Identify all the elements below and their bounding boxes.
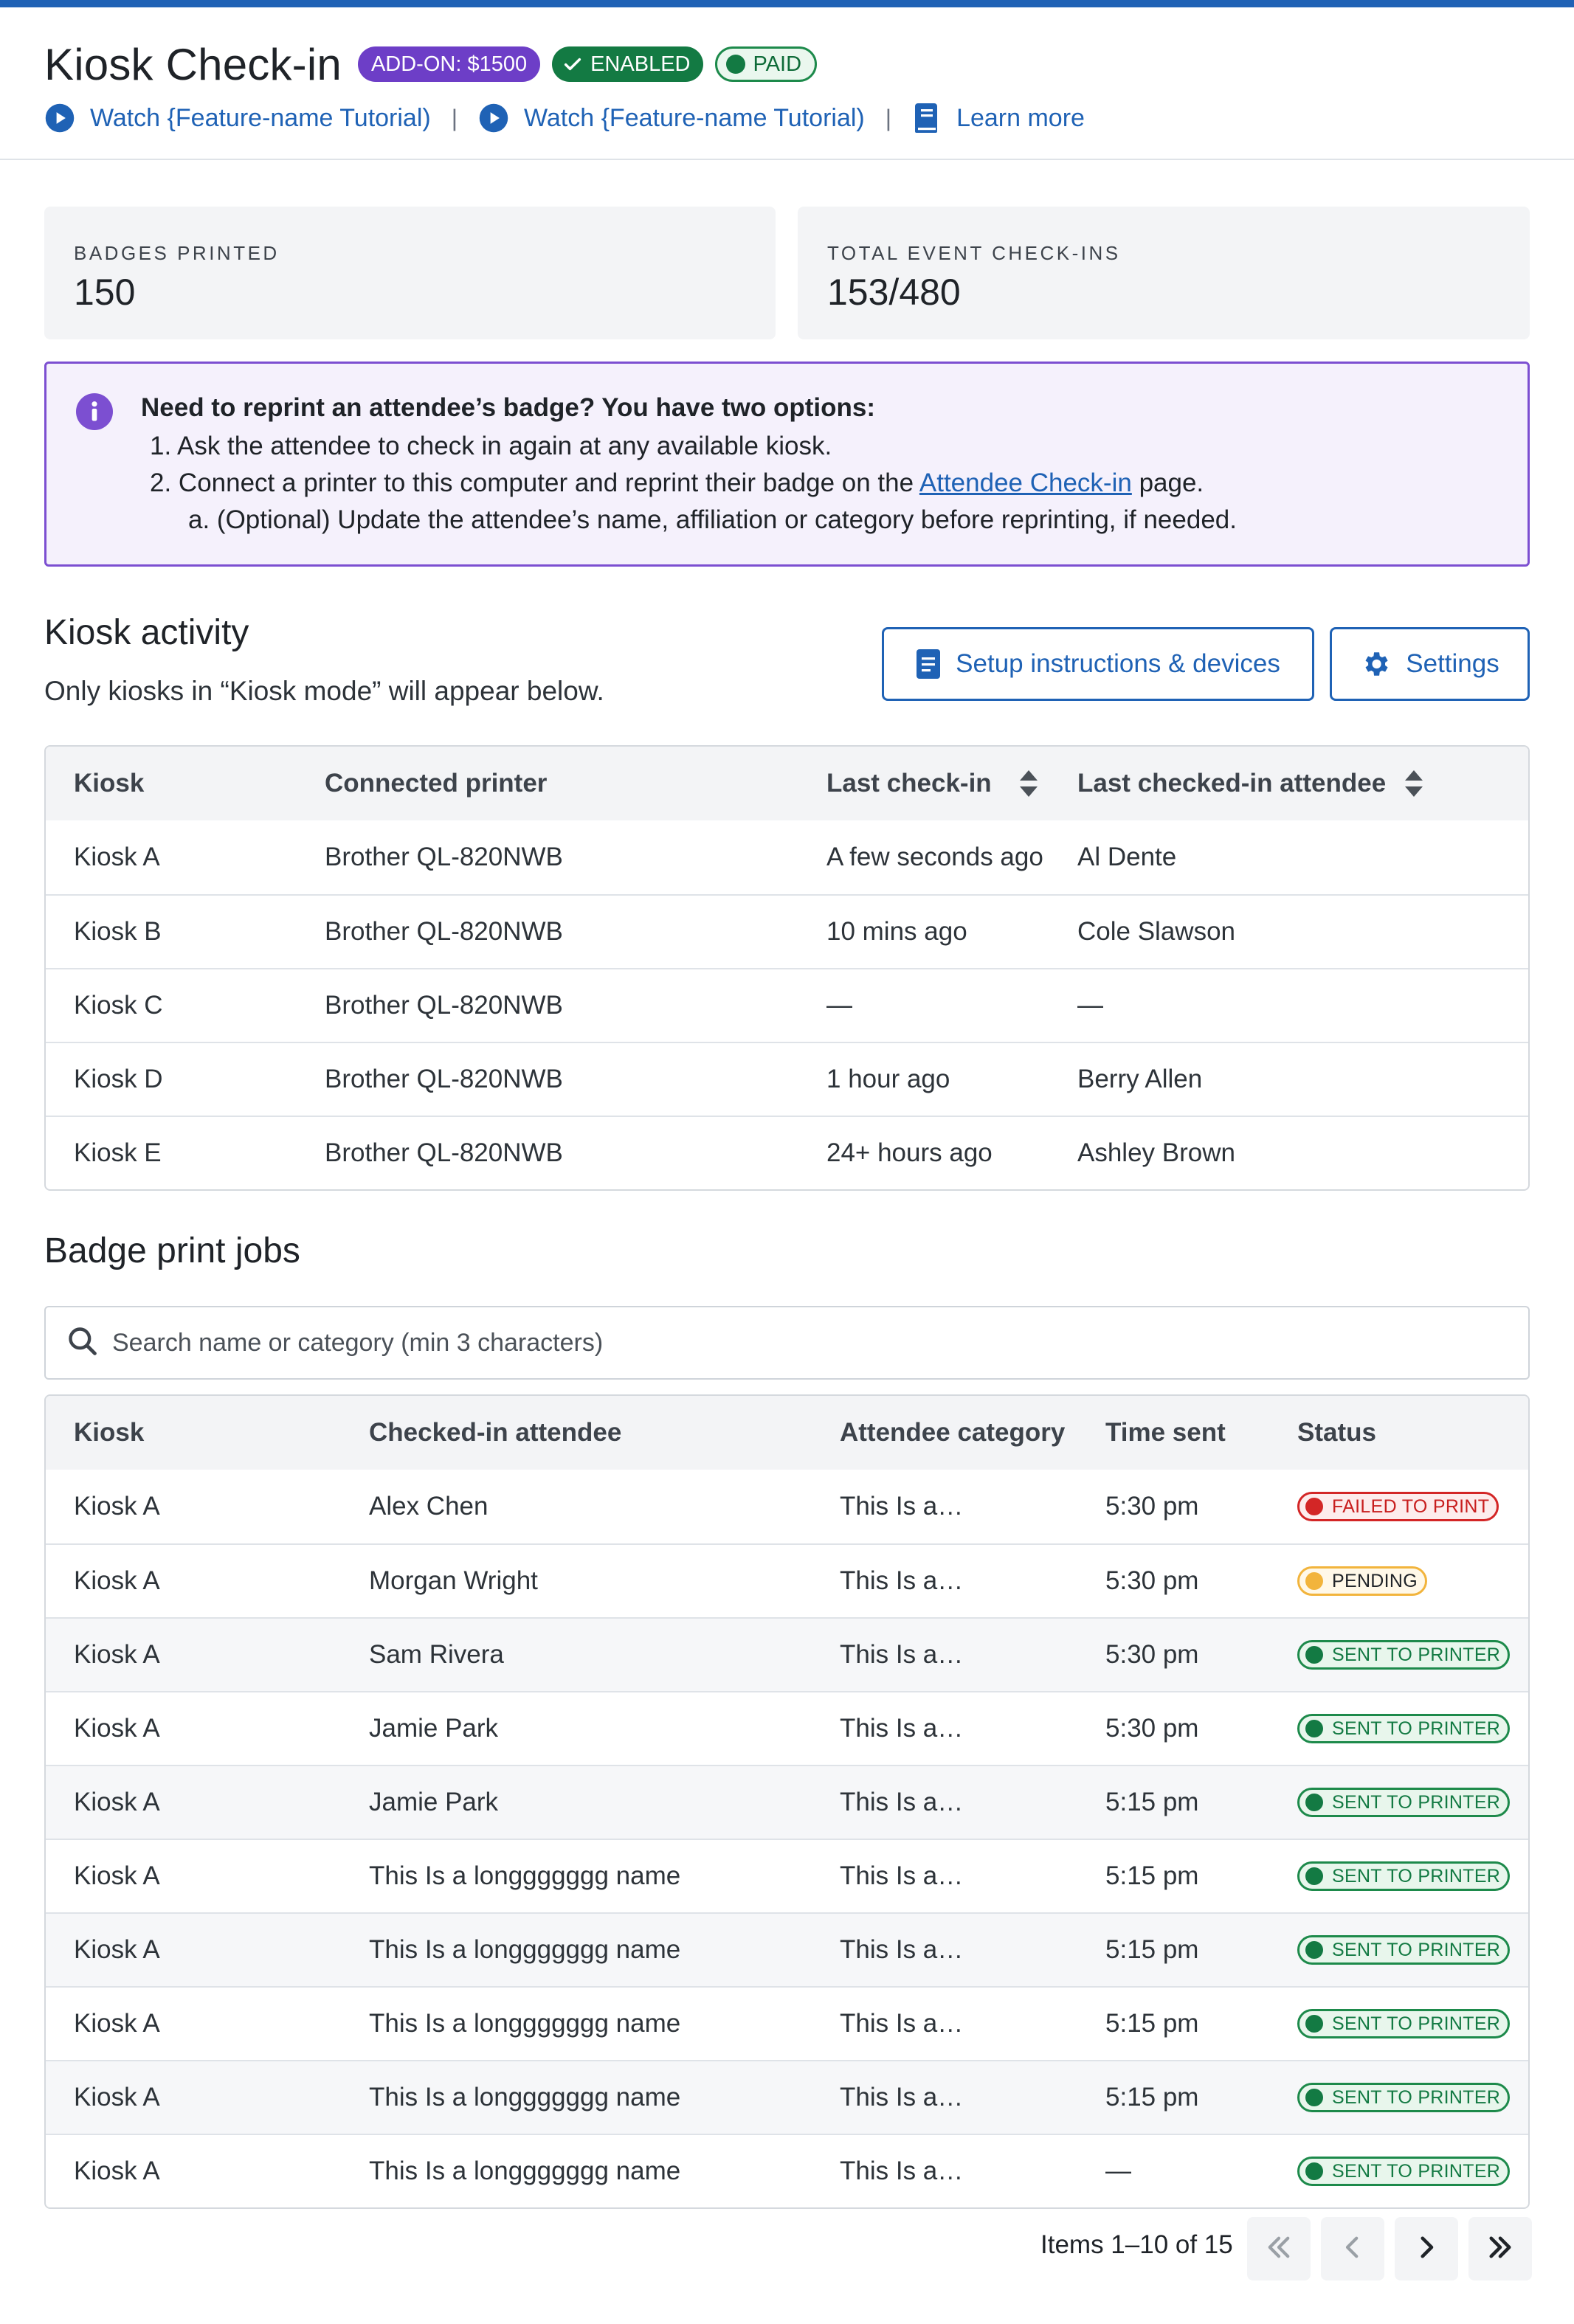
table-row — [46, 2060, 1528, 2134]
watch-tutorial-link-1[interactable] — [44, 103, 431, 134]
page-header — [44, 38, 817, 90]
printer-cell: Brother QL-820NWB — [325, 1065, 563, 1093]
kiosk-cell: Kiosk A — [74, 1566, 160, 1595]
attendee-cell: Cole Slawson — [1077, 917, 1235, 946]
link-separator: | — [885, 104, 892, 131]
table-row — [46, 1470, 1528, 1543]
settings-button-label: Settings — [1406, 649, 1499, 678]
table-row — [46, 820, 1528, 894]
last-checkin-cell: 24+ hours ago — [826, 1138, 993, 1167]
category-cell: This Is a… — [840, 2009, 964, 2038]
table-row — [46, 1042, 1528, 1116]
category-cell: This Is a… — [840, 1566, 964, 1595]
enabled-badge — [552, 46, 703, 82]
kiosk-cell: Kiosk E — [74, 1138, 162, 1167]
status-badge — [1297, 2083, 1510, 2112]
header-divider — [0, 159, 1574, 160]
category-cell: This Is a… — [840, 1714, 964, 1743]
status-label: SENT TO PRINTER — [1332, 2086, 1501, 2108]
status-cell — [1297, 1545, 1427, 1617]
column-header-kiosk: Kiosk — [74, 1418, 145, 1447]
column-header-last-checkin[interactable] — [826, 747, 1039, 820]
time-sent-cell: 5:30 pm — [1105, 1640, 1199, 1669]
search-input[interactable] — [112, 1329, 1440, 1358]
kiosk-cell: Kiosk B — [74, 917, 162, 946]
check-icon — [562, 54, 583, 75]
status-dot-icon — [1305, 2162, 1323, 2180]
time-sent-cell: 5:30 pm — [1105, 1714, 1199, 1743]
status-label: FAILED TO PRINT — [1332, 1495, 1490, 1517]
status-cell — [1297, 1470, 1499, 1543]
stat-value: 153/480 — [827, 272, 961, 313]
badges-printed-card — [44, 207, 776, 339]
paid-badge — [715, 46, 817, 82]
column-header-category: Attendee category — [840, 1418, 1066, 1447]
time-sent-cell: 5:15 pm — [1105, 1788, 1199, 1816]
status-badge — [1297, 1788, 1510, 1817]
kiosk-activity-subtitle: Only kiosks in “Kiosk mode” will appear below. — [44, 676, 604, 706]
status-badge — [1297, 2009, 1510, 2038]
table-row — [46, 1839, 1528, 1912]
status-cell — [1297, 2061, 1510, 2134]
first-page-button[interactable] — [1247, 2217, 1311, 2280]
kiosk-activity-heading: Kiosk activity — [44, 613, 249, 652]
status-badge — [1297, 1492, 1499, 1521]
category-cell: This Is a… — [840, 2083, 964, 2112]
page-title: Kiosk Check-in — [44, 39, 342, 89]
attendee-cell: This Is a longgggggg name — [369, 2083, 681, 2112]
learn-more-link[interactable] — [912, 102, 1085, 134]
print-jobs-table — [44, 1394, 1530, 2209]
status-cell — [1297, 1988, 1510, 2060]
table-row — [46, 1617, 1528, 1691]
column-header-kiosk: Kiosk — [74, 769, 145, 798]
kiosk-cell: Kiosk A — [74, 1714, 160, 1743]
kiosk-cell: Kiosk A — [74, 1492, 160, 1521]
status-cell — [1297, 2135, 1510, 2207]
category-cell: This Is a… — [840, 1861, 964, 1890]
document-icon — [916, 649, 941, 679]
table-row — [46, 1116, 1528, 1189]
kiosk-cell: Kiosk A — [74, 1640, 160, 1669]
total-checkins-card — [798, 207, 1530, 339]
column-header-time-sent: Time sent — [1105, 1418, 1226, 1447]
double-chevron-left-icon — [1263, 2232, 1294, 2266]
link-separator: | — [451, 104, 458, 131]
status-label: SENT TO PRINTER — [1332, 2013, 1501, 2034]
kiosk-activity-table — [44, 745, 1530, 1191]
status-label: SENT TO PRINTER — [1332, 1644, 1501, 1665]
info-option-2-suffix: page. — [1139, 468, 1204, 497]
status-cell — [1297, 1766, 1510, 1839]
header-links — [44, 100, 1085, 136]
table-row — [46, 1986, 1528, 2060]
column-header-attendee: Checked-in attendee — [369, 1418, 622, 1447]
printer-cell: Brother QL-820NWB — [325, 917, 563, 946]
next-page-button[interactable] — [1395, 2217, 1458, 2280]
column-header-printer: Connected printer — [325, 769, 548, 798]
last-attendee-label: Last checked-in attendee — [1077, 769, 1387, 798]
status-badge — [1297, 2157, 1510, 2186]
attendee-cell: Morgan Wright — [369, 1566, 538, 1595]
table-header-row — [46, 1396, 1528, 1470]
status-cell — [1297, 1619, 1510, 1691]
learn-more-label: Learn more — [956, 103, 1085, 132]
table-row — [46, 968, 1528, 1042]
book-icon — [912, 102, 942, 134]
play-circle-icon — [478, 103, 509, 134]
last-page-button[interactable] — [1468, 2217, 1532, 2280]
status-dot-icon — [1305, 1572, 1323, 1590]
category-cell: This Is a… — [840, 1935, 964, 1964]
attendee-cell: Jamie Park — [369, 1714, 499, 1743]
attendee-cell: Alex Chen — [369, 1492, 489, 1521]
sort-icon[interactable] — [1018, 769, 1039, 798]
time-sent-cell: 5:15 pm — [1105, 2083, 1199, 2112]
paid-dot-icon — [726, 55, 745, 74]
kiosk-cell: Kiosk A — [74, 2157, 160, 2185]
printer-cell: Brother QL-820NWB — [325, 1138, 563, 1167]
attendee-cell: Jamie Park — [369, 1788, 499, 1816]
status-badge — [1297, 1640, 1510, 1670]
top-accent-bar — [0, 0, 1574, 7]
settings-button[interactable] — [1330, 627, 1530, 701]
print-jobs-search[interactable] — [44, 1306, 1530, 1380]
status-badge — [1297, 1566, 1427, 1596]
last-checkin-label: Last check-in — [826, 769, 992, 798]
kiosk-cell: Kiosk A — [74, 1861, 160, 1890]
table-row — [46, 2134, 1528, 2207]
previous-page-button[interactable] — [1321, 2217, 1384, 2280]
table-row — [46, 1765, 1528, 1839]
pagination-summary: Items 1–10 of 15 — [1040, 2230, 1233, 2259]
info-option-2 — [150, 468, 1204, 498]
info-option-2-text: 2. Connect a printer to this computer and reprint their badge on the — [150, 468, 914, 497]
status-dot-icon — [1305, 1646, 1323, 1664]
last-checkin-cell: — — [826, 991, 852, 1020]
table-row — [46, 1543, 1528, 1617]
kiosk-cell: Kiosk C — [74, 991, 163, 1020]
addon-price-badge — [358, 46, 540, 82]
enabled-badge-label: ENABLED — [590, 52, 691, 76]
info-heading: Need to reprint an attendee’s badge? You have two options: — [141, 393, 876, 422]
time-sent-cell: — — [1105, 2157, 1131, 2185]
time-sent-cell: 5:30 pm — [1105, 1492, 1199, 1521]
status-dot-icon — [1305, 1720, 1323, 1737]
status-label: PENDING — [1332, 1570, 1418, 1591]
table-header-row — [46, 747, 1528, 820]
watch-tutorial-label: Watch {Feature-name Tutorial) — [524, 103, 865, 132]
kiosk-cell: Kiosk A — [74, 2009, 160, 2038]
category-cell: This Is a… — [840, 1492, 964, 1521]
status-cell — [1297, 1914, 1510, 1986]
status-label: SENT TO PRINTER — [1332, 1718, 1501, 1739]
printer-cell: Brother QL-820NWB — [325, 843, 563, 871]
info-option-1: 1. Ask the attendee to check in again at any available kiosk. — [150, 432, 832, 460]
chevron-left-icon — [1337, 2232, 1368, 2266]
addon-badge-label: ADD-ON: $1500 — [370, 52, 528, 76]
stat-label: BADGES PRINTED — [74, 242, 280, 264]
last-checkin-cell: A few seconds ago — [826, 843, 1043, 871]
status-dot-icon — [1305, 1867, 1323, 1885]
sort-icon[interactable] — [1404, 769, 1424, 798]
attendee-cell: — — [1077, 991, 1103, 1020]
status-dot-icon — [1305, 2015, 1323, 2033]
status-badge — [1297, 1861, 1510, 1891]
status-cell — [1297, 1840, 1510, 1912]
last-checkin-cell: 10 mins ago — [826, 917, 967, 946]
status-dot-icon — [1305, 1498, 1323, 1515]
paid-badge-label: PAID — [753, 52, 802, 76]
stat-value: 150 — [74, 272, 136, 313]
info-icon — [76, 393, 113, 434]
kiosk-cell: Kiosk A — [74, 843, 160, 871]
stat-label: TOTAL EVENT CHECK-INS — [827, 242, 1121, 264]
attendee-cell: Ashley Brown — [1077, 1138, 1235, 1167]
status-label: SENT TO PRINTER — [1332, 2160, 1501, 2182]
kiosk-cell: Kiosk A — [74, 2083, 160, 2112]
status-label: SENT TO PRINTER — [1332, 1865, 1501, 1886]
status-badge — [1297, 1714, 1510, 1743]
table-row — [46, 1691, 1528, 1765]
kiosk-cell: Kiosk D — [74, 1065, 163, 1093]
category-cell: This Is a… — [840, 2157, 964, 2185]
setup-button-label: Setup instructions & devices — [956, 649, 1280, 678]
status-label: SENT TO PRINTER — [1332, 1791, 1501, 1813]
watch-tutorial-label: Watch {Feature-name Tutorial) — [90, 103, 431, 132]
status-dot-icon — [1305, 1794, 1323, 1811]
status-label: SENT TO PRINTER — [1332, 1939, 1501, 1960]
setup-instructions-button[interactable] — [882, 627, 1314, 701]
info-option-2a: a. (Optional) Update the attendee’s name, affiliation or category before reprinting, if needed. — [188, 505, 1237, 534]
double-chevron-right-icon — [1485, 2232, 1516, 2266]
time-sent-cell: 5:15 pm — [1105, 1935, 1199, 1964]
status-badge — [1297, 1935, 1510, 1965]
table-row — [46, 894, 1528, 968]
play-circle-icon — [44, 103, 75, 134]
table-row — [46, 1912, 1528, 1986]
kiosk-cell: Kiosk A — [74, 1788, 160, 1816]
attendee-cell: This Is a longgggggg name — [369, 2157, 681, 2185]
time-sent-cell: 5:15 pm — [1105, 1861, 1199, 1890]
time-sent-cell: 5:30 pm — [1105, 1566, 1199, 1595]
column-header-status: Status — [1297, 1418, 1376, 1447]
kiosk-cell: Kiosk A — [74, 1935, 160, 1964]
last-checkin-cell: 1 hour ago — [826, 1065, 950, 1093]
attendee-cell: Al Dente — [1077, 843, 1177, 871]
badge-print-jobs-heading: Badge print jobs — [44, 1231, 300, 1270]
time-sent-cell: 5:15 pm — [1105, 2009, 1199, 2038]
attendee-checkin-link[interactable]: Attendee Check-in — [919, 468, 1132, 497]
watch-tutorial-link-2[interactable] — [478, 103, 865, 134]
category-cell: This Is a… — [840, 1788, 964, 1816]
chevron-right-icon — [1411, 2232, 1442, 2266]
attendee-cell: This Is a longgggggg name — [369, 1861, 681, 1890]
status-dot-icon — [1305, 2089, 1323, 2106]
search-icon — [66, 1325, 99, 1361]
printer-cell: Brother QL-820NWB — [325, 991, 563, 1020]
status-dot-icon — [1305, 1941, 1323, 1959]
attendee-cell: This Is a longgggggg name — [369, 1935, 681, 1964]
status-cell — [1297, 1692, 1510, 1765]
attendee-cell: Berry Allen — [1077, 1065, 1203, 1093]
attendee-cell: Sam Rivera — [369, 1640, 504, 1669]
gear-icon — [1360, 649, 1391, 679]
column-header-last-attendee[interactable] — [1077, 747, 1424, 820]
category-cell: This Is a… — [840, 1640, 964, 1669]
attendee-cell: This Is a longgggggg name — [369, 2009, 681, 2038]
reprint-info-callout — [44, 362, 1530, 567]
